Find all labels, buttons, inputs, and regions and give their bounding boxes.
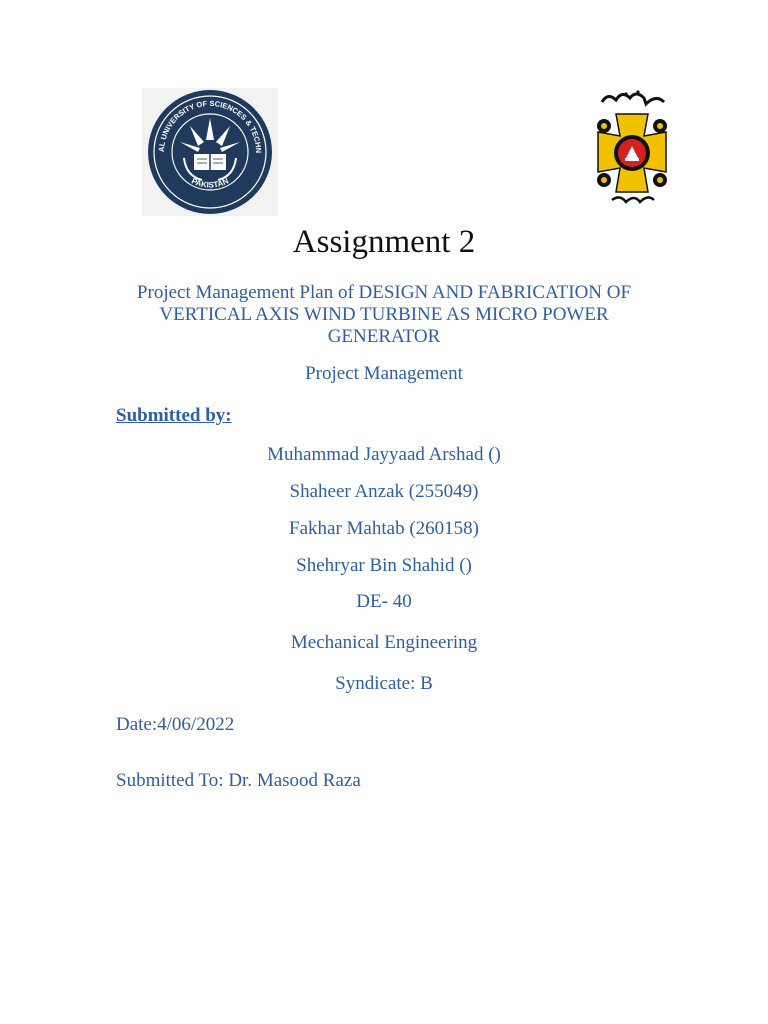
nust-emblem-icon bbox=[142, 88, 278, 216]
nust-ring-text-top: AL UNIVERSITY OF SCIENCES & TECHN bbox=[156, 98, 264, 154]
department: Mechanical Engineering bbox=[290, 632, 478, 653]
submitted-to: Submitted To: Dr. Masood Raza bbox=[116, 770, 361, 791]
member-2: Shaheer Anzak (255049) bbox=[289, 481, 479, 502]
course-name: Project Management bbox=[305, 363, 463, 384]
syndicate: Syndicate: B bbox=[335, 673, 433, 694]
college-crest-icon bbox=[576, 88, 688, 212]
member-4: Shehryar Bin Shahid () bbox=[296, 555, 472, 576]
member-1: Muhammad Jayyaad Arshad () bbox=[267, 444, 501, 465]
document-subtitle: Project Management Plan of DESIGN AND FABRICATION OF VERTICAL AXIS WIND TURBINE AS MICRO POWER GENERATOR bbox=[136, 282, 632, 347]
submission-date: Date:4/06/2022 bbox=[116, 714, 235, 735]
nust-logo bbox=[142, 88, 278, 216]
submitted-by-label: Submitted by: bbox=[116, 405, 232, 426]
batch: DE- 40 bbox=[356, 591, 412, 612]
nust-ring-text-bottom: PAKISTAN bbox=[190, 176, 230, 190]
college-logo bbox=[576, 88, 688, 212]
document-title: Assignment 2 bbox=[292, 224, 476, 260]
member-3: Fakhar Mahtab (260158) bbox=[289, 518, 479, 539]
